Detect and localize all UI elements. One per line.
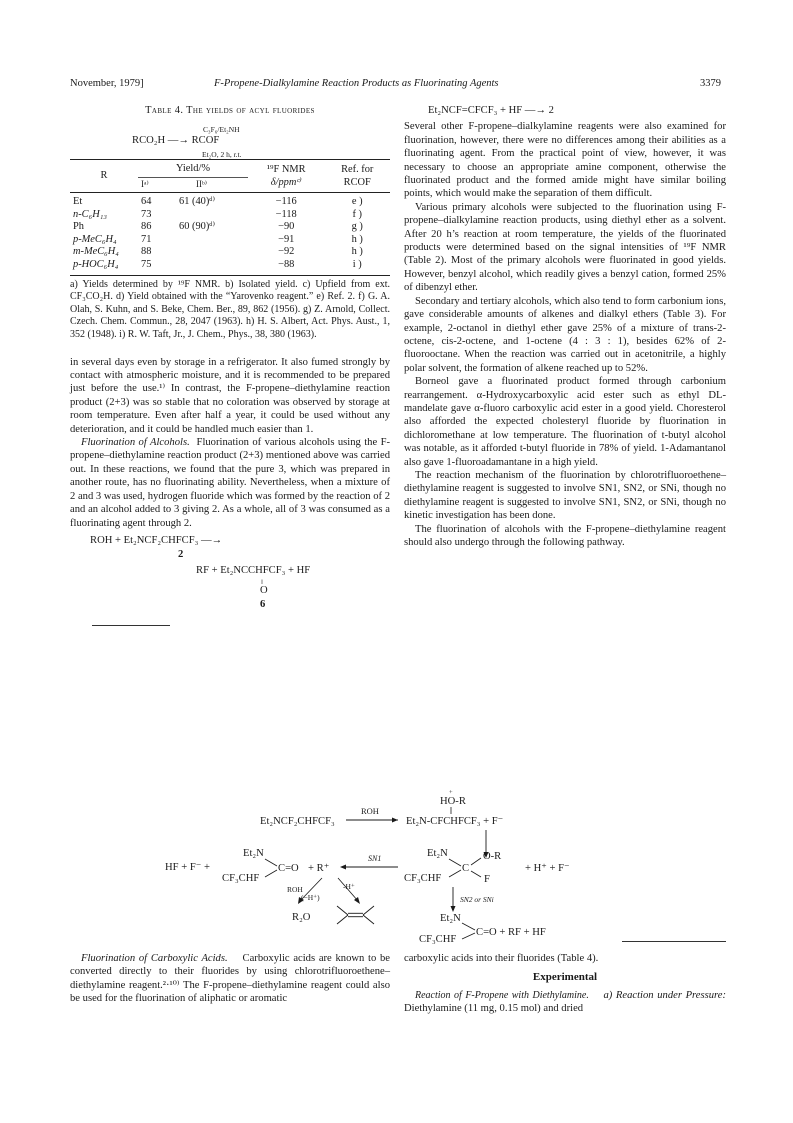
table4-cell-i: 88: [141, 246, 152, 258]
paragraph: Secondary and tertiary alcohols, which also tend to form carbonium ions, gave considerable amounts of alkenes and dialkyl ethers (Table 3). For example, 2-octanol in diethyl ether gave 25% of a mixture of trans-2-octene, cis-2-octene, and 1-octene (4 : 3 : 1), besides 62% of 2-fluorooctane. When the reaction was carried out in acetonitrile, a highly polar solvent, the formation of alkene reached up to 52%.: [404, 295, 726, 374]
table4-cell-i: 64: [141, 196, 152, 208]
table4-cell-i: 75: [141, 259, 152, 271]
scheme-roh-label: ROH: [287, 885, 303, 894]
bond: [471, 871, 481, 877]
paragraph-text: Fluorination of various alcohols using the F-propene–diethylamine reaction product (2+3) mentioned above was carried out. In these reactions, we found that the pure 3, which was prepared in another route, has no fluorinating ability. Nevertheless, when a mixture of 2 and 3 was used, hydrogen fluoride which was formed by the reaction of 2 and an alcohol added to 3 giving 2. As a whole, all of 3 was consumed as a fluorinating agent through 2.: [70, 437, 390, 529]
table4-cell-ii: [176, 246, 248, 259]
header-page-number: 3379: [700, 78, 721, 89]
table4-cell-nmr: −92: [278, 246, 295, 258]
table4-header-ref2: RCOF: [343, 177, 371, 189]
table4-cell-r: m-MeC₆H₄: [73, 246, 119, 258]
alkene-structure: [337, 906, 374, 924]
section-heading-carboxylic: Fluorination of Carboxylic Acids.: [81, 953, 228, 964]
bond: [449, 859, 461, 866]
table4-header-r: R: [100, 169, 108, 181]
equation-2-number: 6: [260, 598, 266, 610]
scheme-alkoxy: O-R: [483, 851, 502, 862]
equation-top: Et₂NCF=CFCF₃ + HF —→ 2: [428, 105, 554, 116]
table4-cell-ref: i ): [352, 259, 362, 271]
paragraph: in several days even by storage in a refrigerator. It also fumed strongly by contact with atmospheric moisture, and it is recommended to be prepared just before the use.¹⁾ In contrast, the F-propene–diethylamine reaction product (2+3) was so stable that no coloration was observed by storage at room temperature. Even after half a year, it could be used without any deterioration, and it could be handled much easier than 1.: [70, 356, 390, 435]
section-title-experimental: Experimental: [532, 971, 598, 984]
table-row: [70, 209, 390, 222]
table4-scheme-below: Et₂O, 2 h, r.t.: [202, 150, 242, 160]
table4-scheme: [70, 117, 390, 160]
table4-cell-nmr: −90: [278, 221, 295, 233]
scheme-cation: + R⁺: [308, 863, 330, 874]
table4-header-ref: Ref. for: [341, 164, 374, 176]
table4-header-i: Iᵃ⁾: [141, 178, 149, 189]
bond: [265, 859, 277, 866]
table4-cell-nmr: −118: [275, 208, 297, 220]
divider: [622, 941, 726, 942]
bond: [462, 933, 475, 939]
table4-cell-ii: [176, 234, 248, 247]
table4-footnotes: a) Yields determined by ¹⁹F NMR. b) Isolated yield. c) Upfield from ext. CF₃CO₂H. d) Yield obtained with the “Yarovenko reagent.” e) Ref. 2. f) G. A. Olah, S. Kuhn, and S. Beke, Chem. Ber., 89, 862 (1956). g) Z. Arnold, Collect. Czech. Chem. Commun., 28, 2047 (1963). h) H. S. Albert, Act. Phys. Aust., 1, 352 (1948). i) R. W. Taft, Jr., J. Chem., Phys., 38, 380 (1963).: [70, 278, 390, 341]
table4-header-yield: Yield/%: [138, 160, 248, 177]
mechanism-scheme: [0, 770, 793, 945]
left-column: [70, 104, 390, 628]
scheme-cf3chf-bottom: CF₃CHF: [419, 934, 457, 945]
scheme-minus-h-label: (−H⁺): [301, 893, 320, 902]
paragraph: Borneol gave a fluorinated product formed through carbonium rearrangement. α-Hydroxycarboxylic acid ester such as ethyl DL-mandelate gave α-fluoro carboxylic acid ester in a good yield. Choresterol also afforded the expected cholesteryl fluoride by fluorination in dichloromethane at low temperature. The fluorination of t-butyl alcohol was notable, as it afforded t-butyl fluoride in 78% of yield. 1-Adamantanol also gave 1-fluoroadamantane in a high yield.: [404, 376, 726, 468]
table4-cell-ii: [176, 209, 248, 222]
scheme-carbon: C: [462, 863, 470, 874]
table4-cell-ref: g ): [351, 221, 363, 233]
scheme-et2n-right: Et₂N: [427, 848, 448, 859]
table4-cell-r: Ph: [73, 221, 84, 233]
table-row: [70, 259, 390, 275]
table4-cell-i: 73: [141, 208, 152, 220]
table4-cell-ii: [176, 259, 248, 275]
table4-header-nmr-unit: δ/ppmᶜ⁾: [270, 177, 302, 189]
bond: [471, 858, 481, 865]
table4-cell-r: n-C₆H₁₃: [73, 208, 107, 220]
table4-cell-r: p-HOC₆H₄: [73, 259, 119, 271]
arrow-head: [354, 897, 360, 904]
paragraph: The fluorination of alcohols with the F-propene–diethylamine reagent should also undergo through the following pathway.: [404, 523, 726, 548]
subsection-heading: Reaction of F-Propene with Diethylamine.: [415, 989, 589, 1001]
subsection-label: a) Reaction under Pressure:: [603, 989, 726, 1001]
bond: [462, 923, 475, 930]
table4-caption: Table 4. The yields of acyl fluorides: [145, 105, 315, 116]
table4-header-nmr: ¹⁹F NMR: [266, 164, 306, 176]
table4-cell-nmr: −88: [278, 259, 295, 271]
paragraph-alcohols: [70, 436, 390, 530]
header-date: November, 1979]: [70, 78, 144, 89]
equation-block: [70, 532, 390, 628]
scheme-plus-charge: +: [449, 789, 453, 796]
table-row: [70, 246, 390, 259]
table-row: [70, 234, 390, 247]
bond: [265, 870, 277, 877]
table4-cell-r: Et: [73, 196, 83, 208]
scheme-h-plus: + H⁺ + F⁻: [525, 863, 570, 874]
table4-scheme-above: C₃F₆/Et₂NH: [203, 125, 240, 135]
paragraph-text: Carboxylic acids are known to be converted directly to their fluorides by using chlorotrifluoroethene–diethylamine reagent.²·¹⁰⁾ The F-propene–diethylamine reagent could also be used for the fluorination of aliphatic or aromatic: [70, 953, 390, 1005]
paragraph: The reaction mechanism of the fluorination by chlorotrifluoroethene–diethylamine reagent is suggested to involve SN1, SN2, or SNi, though no diethylamine reagent is suggested to involve SN1, SN2, or SNi, though no kinetic investigation has been done.: [404, 469, 726, 522]
arrow-head: [392, 818, 398, 823]
right-column: [404, 104, 726, 549]
scheme-minus-h-label-2: -H⁺: [343, 882, 355, 891]
scheme-fluorine: F: [484, 874, 490, 885]
scheme-bottom-products: C=O + RF + HF: [476, 927, 546, 938]
scheme-carbonyl: C=O: [278, 863, 299, 874]
scheme-hydroxy: HO-R: [440, 796, 466, 807]
scheme-et2n-bottom: Et₂N: [440, 913, 461, 924]
arrow-head: [340, 865, 346, 870]
table4-cell-ref: h ): [351, 233, 363, 245]
table4-cell-ref: e ): [351, 196, 363, 208]
table4-cell-nmr: −91: [278, 233, 295, 245]
table4-scheme-equation: RCO₂H —→ RCOF: [132, 135, 220, 147]
table-row: [70, 193, 390, 209]
paragraph: carboxylic acids into their fluorides (Table 4).: [404, 953, 599, 964]
paragraph: Various primary alcohols were subjected to the fluorination using F-propene–dialkylamine reaction products, using diethyl ether as a solvent. After 20 h’s reaction at room temperature, the yields of the fluorinated products were determined based on the signal intensities of ¹⁹F NMR (Table 2). Most of the primary alcohols were fluorinated in good yields. However, benzyl alcohol, which readily gives a benzyl cation, formed 25% of dibenzyl ether.: [404, 201, 726, 294]
equation-1: ROH + Et₂NCF₂CHFCF₃ —→: [90, 534, 223, 546]
paragraph: Several other F-propene–dialkylamine reagents were also examined for fluorination, however, there were no differences among their abilities as a fluorinating agent. From the practical point of view, however, it was necessary to choose an appropriate amine component, otherwise the fluorinated product and the formed amide might have similar boiling points, which would make the separation of them difficult.: [404, 121, 726, 200]
bottom-left-text: [70, 952, 390, 1006]
section-heading-alcohols: Fluorination of Alcohols.: [81, 437, 190, 449]
table4-cell-ref: h ): [351, 246, 363, 258]
table-row: [70, 221, 390, 234]
table4-cell-ii: 61 (40)ᵈ⁾: [179, 196, 216, 208]
scheme-et2n-left: Et₂N: [243, 848, 264, 859]
scheme-reactant: Et₂NCF₂CHFCF₃: [260, 816, 335, 827]
scheme-cf3chf-right: CF₃CHF: [404, 873, 442, 884]
table4-cell-i: 86: [141, 221, 152, 233]
table4-header-ii: IIᵇ⁾: [196, 178, 207, 189]
table4-cell-ref: f ): [352, 208, 362, 220]
table4-cell-nmr: −116: [275, 196, 297, 208]
scheme-ether: R₂O: [292, 912, 311, 923]
bottom-right-text: [404, 952, 726, 1016]
scheme-intermediate: Et₂N-CFCHFCF₃ + F⁻: [406, 816, 504, 827]
scheme-sn2-label: SN2 or SNi: [460, 895, 494, 904]
scheme-sn1-label: SN1: [368, 854, 382, 863]
scheme-left-prefix: HF + F⁻ +: [165, 862, 210, 873]
equation-2-oxygen: O: [260, 584, 268, 596]
table4: [70, 159, 390, 275]
scheme-arrow-label: ROH: [361, 806, 379, 816]
scheme-cf3chf-left: CF₃CHF: [222, 873, 260, 884]
table4-cell-ii: 60 (90)ᵈ⁾: [179, 221, 216, 233]
equation-1-number: 2: [178, 548, 184, 560]
paragraph-text: Diethylamine (11 mg, 0.15 mol) and dried: [404, 1003, 584, 1015]
double-bond-mark: ‖: [261, 579, 263, 586]
arrow-head: [451, 906, 456, 912]
table4-cell-i: 71: [141, 233, 152, 245]
header-title: F-Propene-Dialkylamine Reaction Products as Fluorinating Agents: [214, 78, 499, 89]
table4-cell-r: p-MeC₆H₄: [73, 233, 117, 245]
bond: [449, 870, 461, 877]
divider: [92, 625, 170, 626]
equation-2: RF + Et₂NCCHFCF₃ + HF: [196, 564, 311, 576]
